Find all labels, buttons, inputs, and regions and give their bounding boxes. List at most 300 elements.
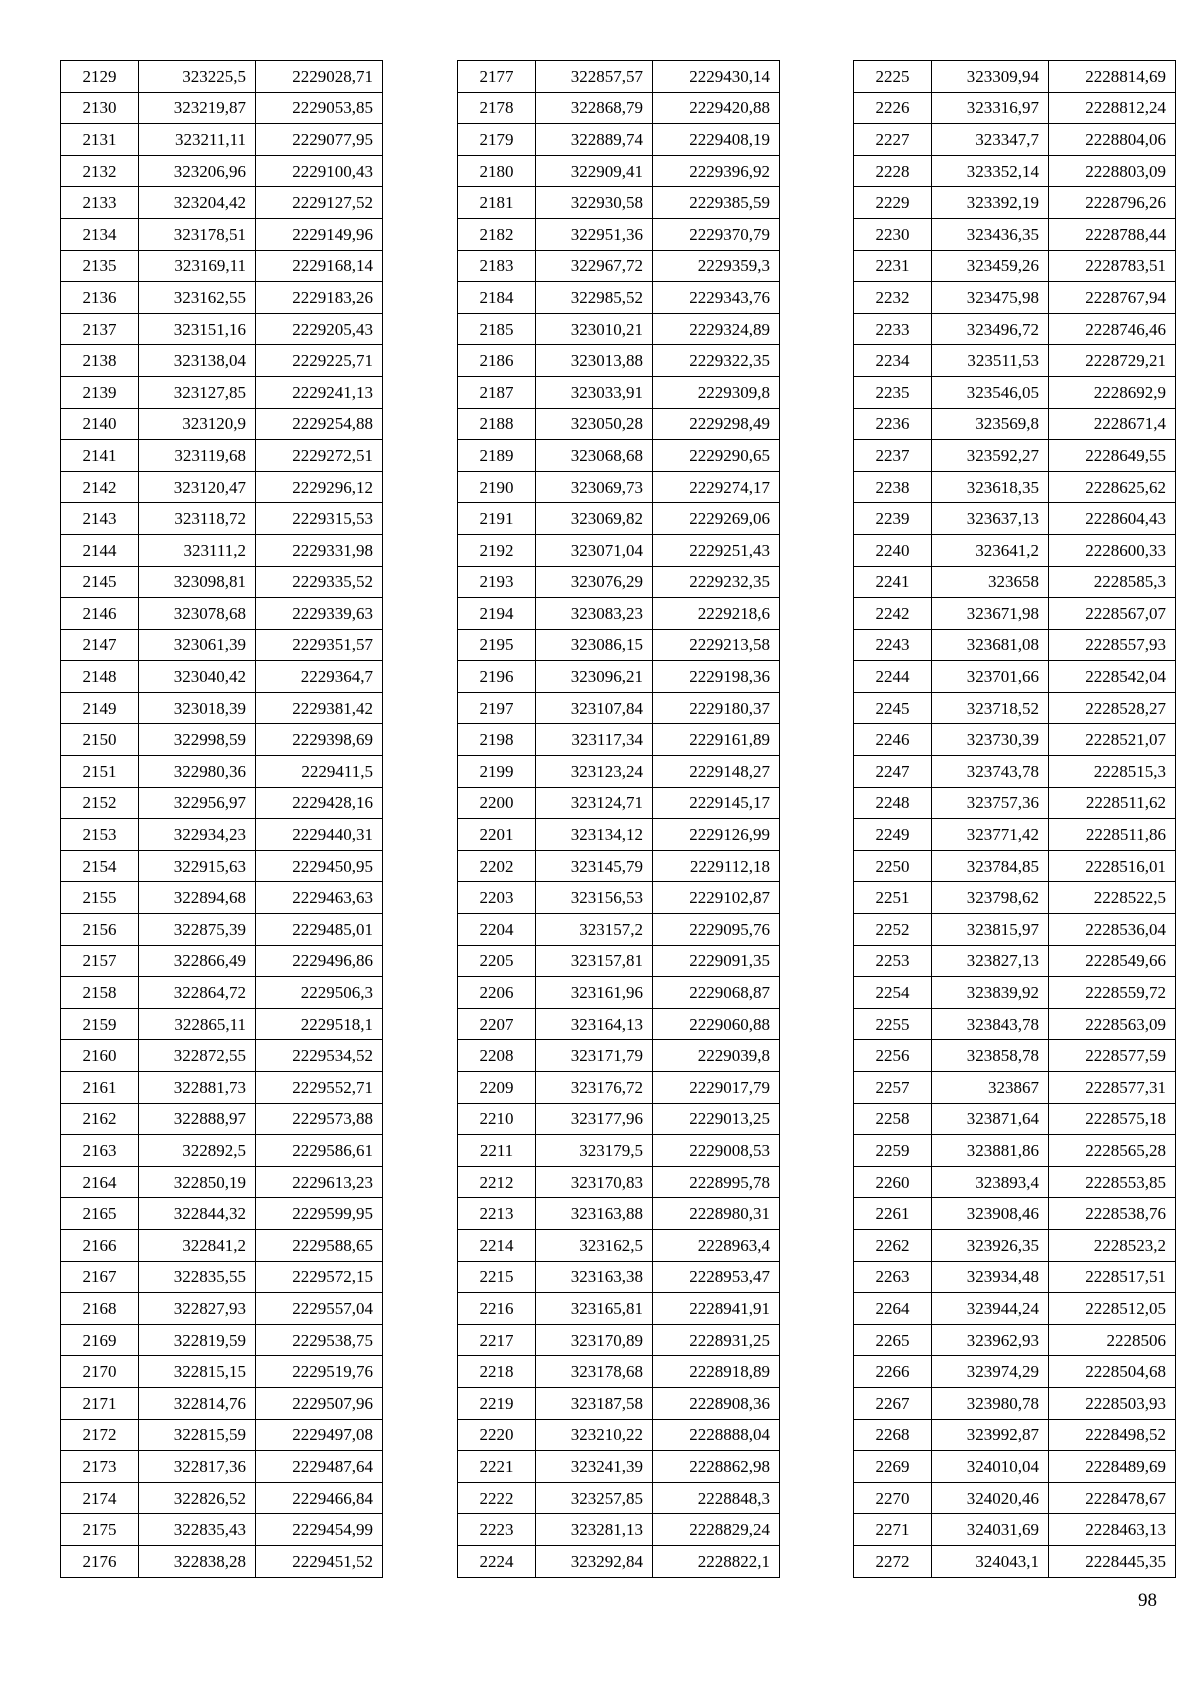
point-number-cell: 2141 [61,440,139,472]
point-number-cell: 2266 [854,1356,932,1388]
y-coordinate-cell: 2229013,25 [653,1103,780,1135]
y-coordinate-cell: 2229599,95 [256,1198,383,1230]
point-number-cell: 2161 [61,1072,139,1104]
y-coordinate-cell: 2229430,14 [653,61,780,93]
point-number-cell: 2197 [458,692,536,724]
point-number-cell: 2199 [458,756,536,788]
table-row [61,345,383,377]
x-coordinate-cell: 323157,81 [536,945,653,977]
y-coordinate-cell: 2228565,28 [1049,1135,1176,1167]
point-number-cell: 2145 [61,566,139,598]
x-coordinate-cell: 322980,36 [139,756,256,788]
point-number-cell: 2152 [61,787,139,819]
x-coordinate-cell: 323730,39 [932,724,1049,756]
x-coordinate-cell: 323204,42 [139,187,256,219]
point-number-cell: 2173 [61,1451,139,1483]
x-coordinate-cell: 322815,15 [139,1356,256,1388]
x-coordinate-cell: 323098,81 [139,566,256,598]
x-coordinate-cell: 323459,26 [932,250,1049,282]
y-coordinate-cell: 2228577,59 [1049,1040,1176,1072]
point-number-cell: 2205 [458,945,536,977]
x-coordinate-cell: 323281,13 [536,1514,653,1546]
coordinates-table-3 [853,60,1176,1578]
table-row [854,692,1176,724]
x-coordinate-cell: 323934,48 [932,1261,1049,1293]
table-row [458,724,780,756]
x-coordinate-cell: 323908,46 [932,1198,1049,1230]
point-number-cell: 2147 [61,629,139,661]
x-coordinate-cell: 322850,19 [139,1166,256,1198]
y-coordinate-cell: 2229557,04 [256,1293,383,1325]
table-row [61,282,383,314]
point-number-cell: 2156 [61,914,139,946]
x-coordinate-cell: 323241,39 [536,1451,653,1483]
table-row [458,534,780,566]
x-coordinate-cell: 323980,78 [932,1387,1049,1419]
table-row [854,1356,1176,1388]
y-coordinate-cell: 2228908,36 [653,1387,780,1419]
x-coordinate-cell: 322951,36 [536,218,653,250]
y-coordinate-cell: 2228445,35 [1049,1545,1176,1577]
y-coordinate-cell: 2229183,26 [256,282,383,314]
y-coordinate-cell: 2228604,43 [1049,503,1176,535]
point-number-cell: 2237 [854,440,932,472]
y-coordinate-cell: 2228649,55 [1049,440,1176,472]
x-coordinate-cell: 322835,55 [139,1261,256,1293]
table-row [854,218,1176,250]
point-number-cell: 2243 [854,629,932,661]
y-coordinate-cell: 2229613,23 [256,1166,383,1198]
x-coordinate-cell: 322872,55 [139,1040,256,1072]
y-coordinate-cell: 2229463,63 [256,882,383,914]
x-coordinate-cell: 322866,49 [139,945,256,977]
y-coordinate-cell: 2229161,89 [653,724,780,756]
point-number-cell: 2157 [61,945,139,977]
table-row [854,1451,1176,1483]
point-number-cell: 2240 [854,534,932,566]
x-coordinate-cell: 323120,47 [139,471,256,503]
table-row [458,1545,780,1577]
y-coordinate-cell: 2228814,69 [1049,61,1176,93]
y-coordinate-cell: 2229095,76 [653,914,780,946]
point-number-cell: 2239 [854,503,932,535]
y-coordinate-cell: 2229496,86 [256,945,383,977]
y-coordinate-cell: 2229420,88 [653,92,780,124]
table-row [61,724,383,756]
point-number-cell: 2176 [61,1545,139,1577]
table-row [458,1103,780,1135]
point-number-cell: 2255 [854,1008,932,1040]
table-row [458,566,780,598]
x-coordinate-cell: 323798,62 [932,882,1049,914]
y-coordinate-cell: 2229168,14 [256,250,383,282]
y-coordinate-cell: 2228746,46 [1049,313,1176,345]
x-coordinate-cell: 323771,42 [932,819,1049,851]
x-coordinate-cell: 323210,22 [536,1419,653,1451]
x-coordinate-cell: 323123,24 [536,756,653,788]
x-coordinate-cell: 323546,05 [932,376,1049,408]
point-number-cell: 2245 [854,692,932,724]
table-row [61,692,383,724]
x-coordinate-cell: 323743,78 [932,756,1049,788]
table-row [854,282,1176,314]
x-coordinate-cell: 323309,94 [932,61,1049,93]
point-number-cell: 2140 [61,408,139,440]
x-coordinate-cell: 324031,69 [932,1514,1049,1546]
x-coordinate-cell: 323162,5 [536,1229,653,1261]
table-row [458,914,780,946]
point-number-cell: 2235 [854,376,932,408]
table-row [458,1482,780,1514]
table-row [458,1198,780,1230]
y-coordinate-cell: 2228567,07 [1049,598,1176,630]
coordinates-table-1 [60,60,383,1578]
x-coordinate-cell: 323069,73 [536,471,653,503]
table-row [854,1072,1176,1104]
x-coordinate-cell: 324010,04 [932,1451,1049,1483]
y-coordinate-cell: 2228729,21 [1049,345,1176,377]
point-number-cell: 2135 [61,250,139,282]
x-coordinate-cell: 323784,85 [932,850,1049,882]
table-row [458,945,780,977]
point-number-cell: 2204 [458,914,536,946]
x-coordinate-cell: 323013,88 [536,345,653,377]
y-coordinate-cell: 2229497,08 [256,1419,383,1451]
point-number-cell: 2216 [458,1293,536,1325]
table-row [458,1451,780,1483]
table-row [854,1482,1176,1514]
table-row [458,187,780,219]
point-number-cell: 2190 [458,471,536,503]
point-number-cell: 2166 [61,1229,139,1261]
table-row [61,1166,383,1198]
point-number-cell: 2259 [854,1135,932,1167]
x-coordinate-cell: 324043,1 [932,1545,1049,1577]
table-row [61,1356,383,1388]
table-row [61,1103,383,1135]
x-coordinate-cell: 323120,9 [139,408,256,440]
x-coordinate-cell: 323163,88 [536,1198,653,1230]
x-coordinate-cell: 322892,5 [139,1135,256,1167]
y-coordinate-cell: 2228511,62 [1049,787,1176,819]
table-row [458,471,780,503]
y-coordinate-cell: 2228549,66 [1049,945,1176,977]
table-row [61,629,383,661]
table-row [61,61,383,93]
y-coordinate-cell: 2229039,8 [653,1040,780,1072]
x-coordinate-cell: 322985,52 [536,282,653,314]
table-row [854,724,1176,756]
point-number-cell: 2168 [61,1293,139,1325]
x-coordinate-cell: 322967,72 [536,250,653,282]
table-row [458,692,780,724]
table-row [854,1008,1176,1040]
point-number-cell: 2213 [458,1198,536,1230]
point-number-cell: 2143 [61,503,139,535]
point-number-cell: 2130 [61,92,139,124]
y-coordinate-cell: 2229339,63 [256,598,383,630]
x-coordinate-cell: 323316,97 [932,92,1049,124]
x-coordinate-cell: 323352,14 [932,155,1049,187]
table-row [61,819,383,851]
point-number-cell: 2183 [458,250,536,282]
table-row [458,1387,780,1419]
y-coordinate-cell: 2229351,57 [256,629,383,661]
x-coordinate-cell: 323187,58 [536,1387,653,1419]
point-number-cell: 2214 [458,1229,536,1261]
point-number-cell: 2162 [61,1103,139,1135]
y-coordinate-cell: 2229198,36 [653,661,780,693]
y-coordinate-cell: 2228503,93 [1049,1387,1176,1419]
x-coordinate-cell: 323163,38 [536,1261,653,1293]
table-row [61,945,383,977]
x-coordinate-cell: 323392,19 [932,187,1049,219]
x-coordinate-cell: 323881,86 [932,1135,1049,1167]
y-coordinate-cell: 2228931,25 [653,1324,780,1356]
x-coordinate-cell: 322888,97 [139,1103,256,1135]
table-row [854,124,1176,156]
table-row [61,1198,383,1230]
table-row [458,1040,780,1072]
x-coordinate-cell: 323069,82 [536,503,653,535]
table-row [61,218,383,250]
y-coordinate-cell: 2228577,31 [1049,1072,1176,1104]
y-coordinate-cell: 2228538,76 [1049,1198,1176,1230]
point-number-cell: 2248 [854,787,932,819]
point-number-cell: 2258 [854,1103,932,1135]
y-coordinate-cell: 2229298,49 [653,408,780,440]
table-row [854,882,1176,914]
point-number-cell: 2160 [61,1040,139,1072]
x-coordinate-cell: 323145,79 [536,850,653,882]
point-number-cell: 2134 [61,218,139,250]
table-row [458,1356,780,1388]
table-row [854,787,1176,819]
y-coordinate-cell: 2229552,71 [256,1072,383,1104]
point-number-cell: 2229 [854,187,932,219]
table-row [61,787,383,819]
table-row [854,629,1176,661]
y-coordinate-cell: 2229538,75 [256,1324,383,1356]
x-coordinate-cell: 323068,68 [536,440,653,472]
table-row [458,408,780,440]
y-coordinate-cell: 2229385,59 [653,187,780,219]
y-coordinate-cell: 2229411,5 [256,756,383,788]
point-number-cell: 2187 [458,376,536,408]
x-coordinate-cell: 323157,2 [536,914,653,946]
point-number-cell: 2150 [61,724,139,756]
x-coordinate-cell: 323815,97 [932,914,1049,946]
y-coordinate-cell: 2229100,43 [256,155,383,187]
point-number-cell: 2231 [854,250,932,282]
point-number-cell: 2242 [854,598,932,630]
x-coordinate-cell: 323177,96 [536,1103,653,1135]
y-coordinate-cell: 2229008,53 [653,1135,780,1167]
table-row [61,1451,383,1483]
point-number-cell: 2215 [458,1261,536,1293]
x-coordinate-cell: 323138,04 [139,345,256,377]
y-coordinate-cell: 2229466,84 [256,1482,383,1514]
point-number-cell: 2193 [458,566,536,598]
x-coordinate-cell: 322865,11 [139,1008,256,1040]
x-coordinate-cell: 323637,13 [932,503,1049,535]
y-coordinate-cell: 2228521,07 [1049,724,1176,756]
x-coordinate-cell: 322819,59 [139,1324,256,1356]
table-row [854,566,1176,598]
x-coordinate-cell: 323118,72 [139,503,256,535]
point-number-cell: 2169 [61,1324,139,1356]
y-coordinate-cell: 2229572,15 [256,1261,383,1293]
point-number-cell: 2261 [854,1198,932,1230]
table-row [458,1261,780,1293]
table-row [458,345,780,377]
y-coordinate-cell: 2228575,18 [1049,1103,1176,1135]
y-coordinate-cell: 2228517,51 [1049,1261,1176,1293]
y-coordinate-cell: 2229322,35 [653,345,780,377]
point-number-cell: 2158 [61,977,139,1009]
x-coordinate-cell: 323096,21 [536,661,653,693]
x-coordinate-cell: 322814,76 [139,1387,256,1419]
y-coordinate-cell: 2229343,76 [653,282,780,314]
x-coordinate-cell: 322826,52 [139,1482,256,1514]
y-coordinate-cell: 2229487,64 [256,1451,383,1483]
y-coordinate-cell: 2228528,27 [1049,692,1176,724]
y-coordinate-cell: 2228504,68 [1049,1356,1176,1388]
point-number-cell: 2252 [854,914,932,946]
y-coordinate-cell: 2228862,98 [653,1451,780,1483]
x-coordinate-cell: 322881,73 [139,1072,256,1104]
point-number-cell: 2244 [854,661,932,693]
y-coordinate-cell: 2228829,24 [653,1514,780,1546]
table-row [458,376,780,408]
y-coordinate-cell: 2228812,24 [1049,92,1176,124]
x-coordinate-cell: 323839,92 [932,977,1049,1009]
table-row [854,1229,1176,1261]
y-coordinate-cell: 2228536,04 [1049,914,1176,946]
table-row [854,376,1176,408]
point-number-cell: 2249 [854,819,932,851]
point-number-cell: 2146 [61,598,139,630]
x-coordinate-cell: 323867 [932,1072,1049,1104]
table-row [61,882,383,914]
y-coordinate-cell: 2229586,61 [256,1135,383,1167]
point-number-cell: 2268 [854,1419,932,1451]
y-coordinate-cell: 2228941,91 [653,1293,780,1325]
x-coordinate-cell: 323511,53 [932,345,1049,377]
point-number-cell: 2167 [61,1261,139,1293]
y-coordinate-cell: 2229381,42 [256,692,383,724]
y-coordinate-cell: 2229060,88 [653,1008,780,1040]
point-number-cell: 2220 [458,1419,536,1451]
table-row [61,471,383,503]
x-coordinate-cell: 323436,35 [932,218,1049,250]
point-number-cell: 2210 [458,1103,536,1135]
table-row [854,1166,1176,1198]
x-coordinate-cell: 322835,43 [139,1514,256,1546]
point-number-cell: 2198 [458,724,536,756]
x-coordinate-cell: 323178,68 [536,1356,653,1388]
y-coordinate-cell: 2228557,93 [1049,629,1176,661]
y-coordinate-cell: 2229205,43 [256,313,383,345]
point-number-cell: 2137 [61,313,139,345]
y-coordinate-cell: 2228804,06 [1049,124,1176,156]
y-coordinate-cell: 2229077,95 [256,124,383,156]
point-number-cell: 2139 [61,376,139,408]
table-row [61,1324,383,1356]
point-number-cell: 2185 [458,313,536,345]
table-row [854,945,1176,977]
point-number-cell: 2212 [458,1166,536,1198]
table-row [854,1293,1176,1325]
x-coordinate-cell: 323475,98 [932,282,1049,314]
y-coordinate-cell: 2229091,35 [653,945,780,977]
y-coordinate-cell: 2228516,01 [1049,850,1176,882]
point-number-cell: 2223 [458,1514,536,1546]
table-row [61,1293,383,1325]
table-row [458,882,780,914]
x-coordinate-cell: 323151,16 [139,313,256,345]
y-coordinate-cell: 2229290,65 [653,440,780,472]
x-coordinate-cell: 323061,39 [139,629,256,661]
table-row [458,218,780,250]
point-number-cell: 2253 [854,945,932,977]
x-coordinate-cell: 323165,81 [536,1293,653,1325]
x-coordinate-cell: 322817,36 [139,1451,256,1483]
table-row [61,977,383,1009]
y-coordinate-cell: 2229241,13 [256,376,383,408]
y-coordinate-cell: 2229225,71 [256,345,383,377]
table-row [61,250,383,282]
table-row [61,1072,383,1104]
table-row [458,661,780,693]
point-number-cell: 2270 [854,1482,932,1514]
point-number-cell: 2181 [458,187,536,219]
point-number-cell: 2196 [458,661,536,693]
x-coordinate-cell: 323071,04 [536,534,653,566]
y-coordinate-cell: 2229213,58 [653,629,780,661]
point-number-cell: 2272 [854,1545,932,1577]
table-row [458,1514,780,1546]
y-coordinate-cell: 2228553,85 [1049,1166,1176,1198]
table-row [854,1198,1176,1230]
point-number-cell: 2267 [854,1387,932,1419]
y-coordinate-cell: 2228478,67 [1049,1482,1176,1514]
point-number-cell: 2180 [458,155,536,187]
y-coordinate-cell: 2228463,13 [1049,1514,1176,1546]
x-coordinate-cell: 323701,66 [932,661,1049,693]
x-coordinate-cell: 323569,8 [932,408,1049,440]
y-coordinate-cell: 2229370,79 [653,218,780,250]
x-coordinate-cell: 323843,78 [932,1008,1049,1040]
point-number-cell: 2218 [458,1356,536,1388]
x-coordinate-cell: 322864,72 [139,977,256,1009]
y-coordinate-cell: 2229359,3 [653,250,780,282]
y-coordinate-cell: 2229331,98 [256,534,383,566]
x-coordinate-cell: 322838,28 [139,1545,256,1577]
point-number-cell: 2144 [61,534,139,566]
point-number-cell: 2194 [458,598,536,630]
x-coordinate-cell: 323107,84 [536,692,653,724]
page-number: 98 [1138,1590,1157,1611]
point-number-cell: 2159 [61,1008,139,1040]
point-number-cell: 2251 [854,882,932,914]
point-number-cell: 2202 [458,850,536,882]
point-number-cell: 2163 [61,1135,139,1167]
table-row [854,1419,1176,1451]
table-row [458,155,780,187]
y-coordinate-cell: 2229232,35 [653,566,780,598]
table-row [61,756,383,788]
